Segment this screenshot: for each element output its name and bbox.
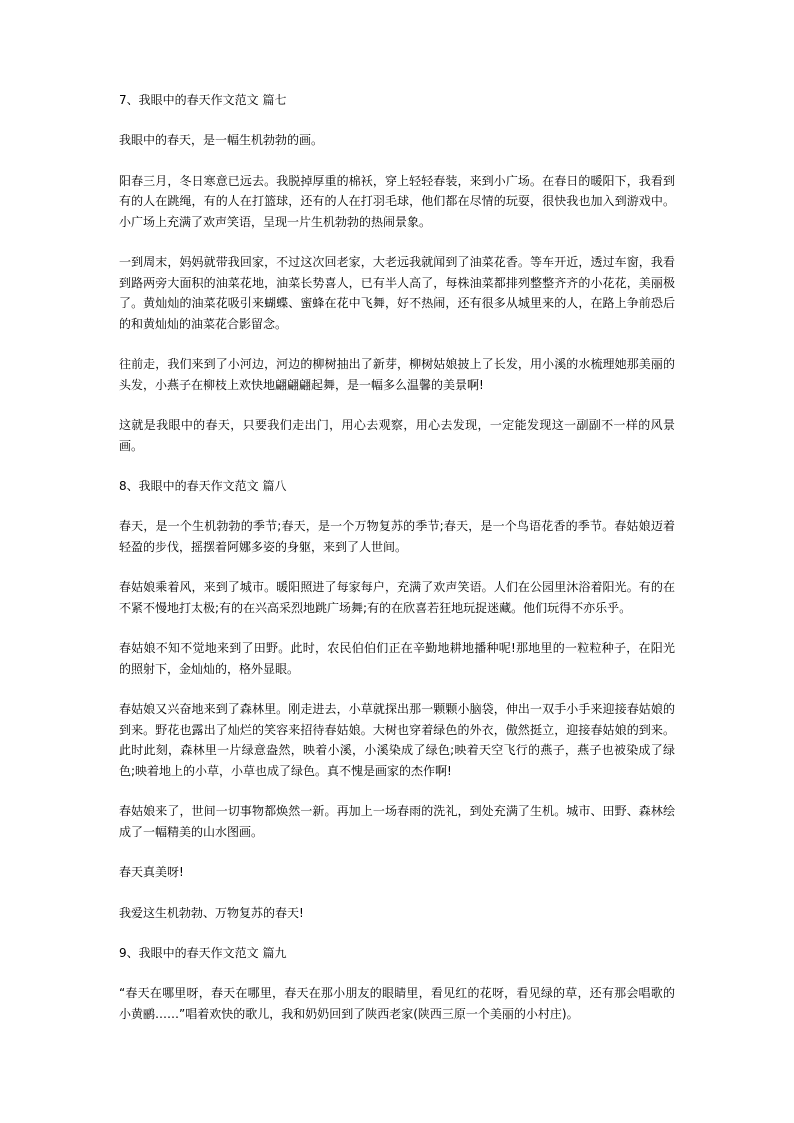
article-body	[119, 90, 675, 1044]
paragraph: 春姑娘乘着风，来到了城市。暖阳照进了每家每户，充满了欢声笑语。人们在公园里沐浴着阳光。有的在不紧不慢地打太极;有的在兴高采烈地跳广场舞;有的在欣喜若狂地玩捉迷藏。他们玩得不亦乐乎。	[119, 580, 675, 615]
paragraph: 春天真美呀!	[119, 865, 184, 879]
section-heading-8: 8、我眼中的春天作文范文 篇八	[119, 479, 287, 493]
section-heading-9: 9、我眼中的春天作文范文 篇九	[119, 946, 287, 960]
paragraph: “春天在哪里呀，春天在哪里，春天在那小朋友的眼睛里，看见红的花呀，看见绿的草，还有那会唱歌的小黄鹂……”唱着欢快的歌儿，我和奶奶回到了陕西老家(陕西三原一个美丽的小村庄)。	[119, 986, 675, 1021]
section-heading-7: 7、我眼中的春天作文范文 篇七	[119, 93, 287, 107]
paragraph: 春姑娘又兴奋地来到了森林里。刚走进去，小草就探出那一颗颗小脑袋，伸出一双手小手来迎接春姑娘的到来。野花也露出了灿烂的笑容来招待春姑娘。大树也穿着绿色的外衣，傲然挺立，迎接春姑娘的到来。此时此刻，森林里一片绿意盎然，映着小溪，小溪染成了绿色;映着天空飞行的燕子，燕子也被染成了绿色;映着地上的小草，小草也成了绿色。真不愧是画家的杰作啊!	[119, 702, 675, 778]
paragraph: 往前走，我们来到了小河边，河边的柳树抽出了新芽，柳树姑娘披上了长发，用小溪的水梳理她那美丽的头发，小燕子在柳枝上欢快地翩翩翩起舞，是一幅多么温馨的美景啊!	[119, 357, 675, 392]
paragraph: 春姑娘来了，世间一切事物都焕然一新。再加上一场春雨的洗礼，到处充满了生机。城市、田野、森林绘成了一幅精美的山水图画。	[119, 804, 675, 839]
paragraph: 这就是我眼中的春天，只要我们走出门，用心去观察，用心去发现，一定能发现这一副副不一样的风景画。	[119, 418, 675, 453]
paragraph: 一到周末，妈妈就带我回家，不过这次回老家，大老远我就闻到了油菜花香。等车开近，透过车窗，我看到路两旁大面积的油菜花地，油菜长势喜人，已有半人高了，每株油菜都排列整整齐齐的小花花，美丽极了。黄灿灿的油菜花吸引来蝴蝶、蜜蜂在花中飞舞，好不热闹，还有很多从城里来的人，在路上争前恐后的和黄灿灿的油菜花合影留念。	[119, 255, 675, 331]
paragraph: 春姑娘不知不觉地来到了田野。此时，农民伯伯们正在辛勤地耕地播种呢!那地里的一粒粒种子，在阳光的照射下，金灿灿的，格外显眼。	[119, 641, 675, 676]
paragraph: 春天，是一个生机勃勃的季节;春天，是一个万物复苏的季节;春天，是一个鸟语花香的季节。春姑娘迈着轻盈的步伐，摇摆着阿娜多姿的身躯，来到了人世间。	[119, 519, 675, 554]
paragraph: 我眼中的春天，是一幅生机勃勃的画。	[119, 133, 324, 147]
paragraph: 我爱这生机勃勃、万物复苏的春天!	[119, 905, 304, 920]
paragraph: 阳春三月，冬日寒意已远去。我脱掉厚重的棉袄，穿上轻轻春装，来到小广场。在春日的暖阳下，我看到有的人在跳绳，有的人在打篮球，还有的人在打羽毛球，他们都在尽情的玩耍，很快我也加入到游戏中。小广场上充满了欢声笑语，呈现一片生机勃勃的热闹景象。	[119, 173, 675, 229]
